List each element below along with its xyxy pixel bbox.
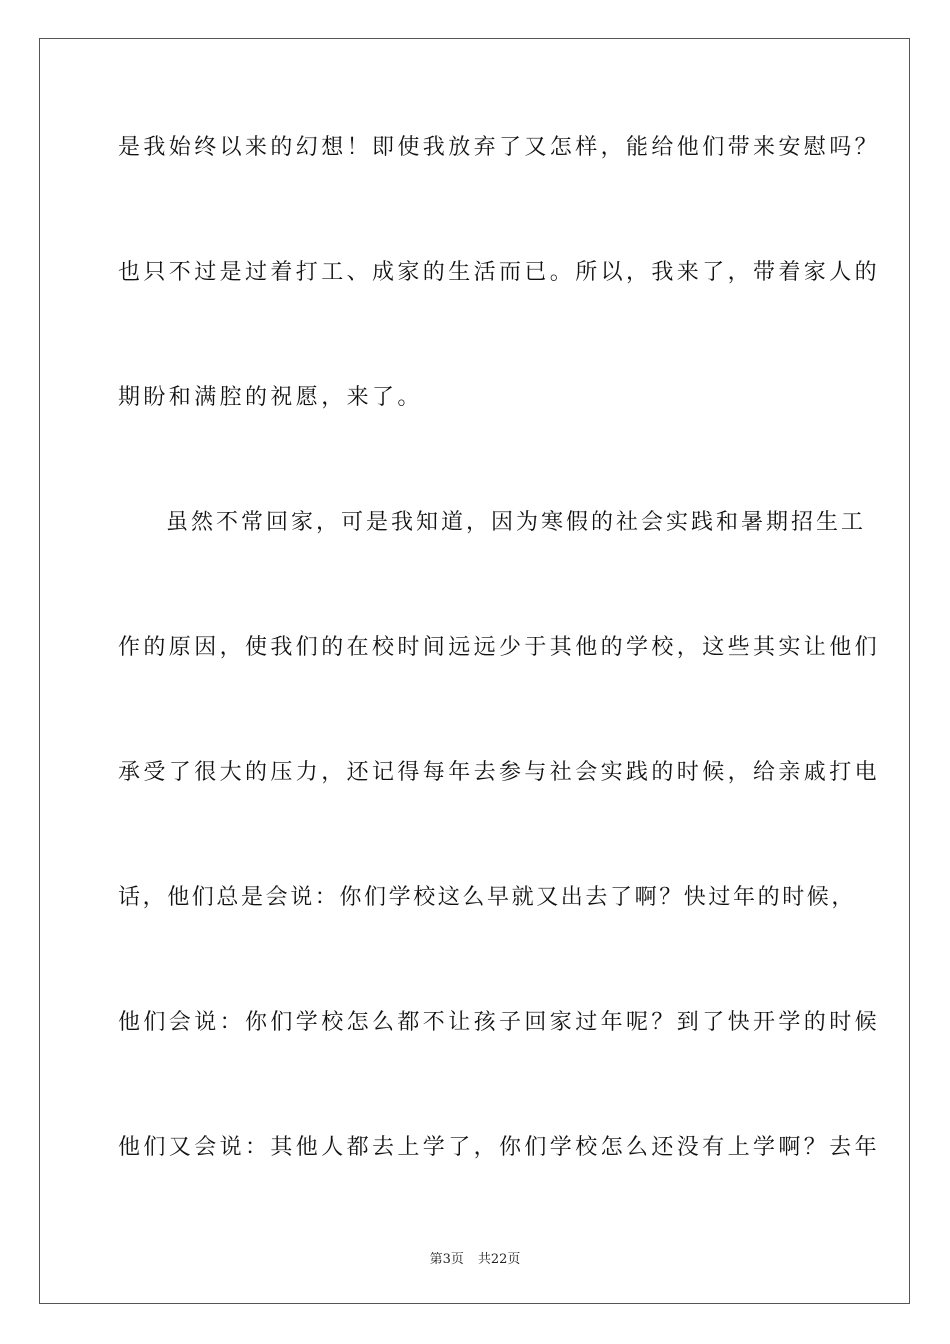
text-line-2: 也只不过是过着打工、成家的生活而已。所以，我来了，带着家人的 [118,260,881,285]
body-text [118,128,881,1253]
text-line-7: 话，他们总是会说：你们学校这么早就又出去了啊？快过年的时候， [118,885,857,910]
page-footer [0,1248,950,1267]
page-total: 共22页 [477,1252,521,1267]
page-number: 第3页 [429,1252,464,1267]
text-line-4: 虽然不常回家，可是我知道，因为寒假的社会实践和暑期招生工 [166,510,867,535]
text-line-3: 期盼和满腔的祝愿，来了。 [118,385,423,410]
text-line-6: 承受了很大的压力，还记得每年去参与社会实践的时候，给亲戚打电 [118,760,881,785]
text-line-1: 是我始终以来的幻想！即使我放弃了又怎样，能给他们带来安慰吗？ [118,135,881,160]
text-line-8: 他们会说：你们学校怎么都不让孩子回家过年呢？到了快开学的时候 [118,1010,881,1035]
text-line-5: 作的原因，使我们的在校时间远远少于其他的学校，这些其实让他们 [118,635,881,660]
text-line-9: 他们又会说：其他人都去上学了，你们学校怎么还没有上学啊？去年 [118,1135,881,1160]
